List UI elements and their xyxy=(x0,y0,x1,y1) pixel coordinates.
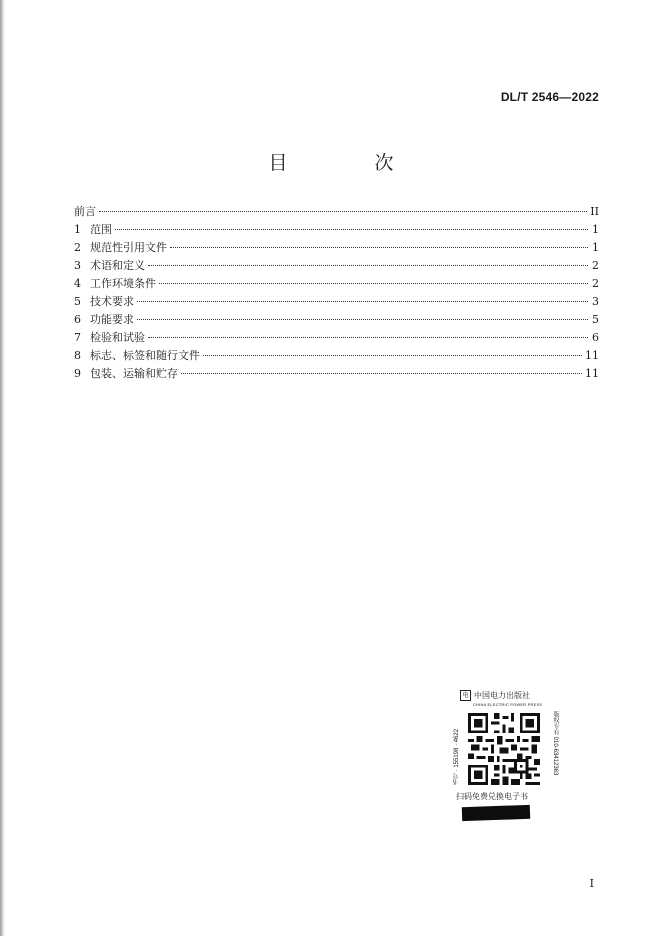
toc-entry-page: 5 xyxy=(592,313,599,326)
toc-entry-number: 3 xyxy=(74,259,81,272)
hotline-side-text: 版权专有 010-63412363 xyxy=(552,711,558,776)
publisher-logo-icon: 电 xyxy=(460,690,471,701)
toc-entry-number: 6 xyxy=(74,313,81,326)
toc-entry-page: 1 xyxy=(592,241,599,254)
toc-leader-dots xyxy=(115,228,588,230)
toc-entry-title: 范围 xyxy=(90,223,112,236)
toc-entry[interactable] xyxy=(74,347,599,365)
qr-sticker xyxy=(454,690,558,820)
toc-entry-title: 检验和试验 xyxy=(90,331,145,344)
toc-entry[interactable] xyxy=(74,257,599,275)
toc-entry-title: 包装、运输和贮存 xyxy=(90,367,178,380)
page-title: 目 次 xyxy=(268,152,428,174)
publisher-name-en: CHINA ELECTRIC POWER PRESS xyxy=(473,702,543,707)
toc-leader-dots xyxy=(170,246,588,248)
table-of-contents xyxy=(74,203,599,383)
toc-entry-page: 11 xyxy=(585,349,599,362)
toc-entry[interactable] xyxy=(74,293,599,311)
toc-entry-title: 标志、标签和随行文件 xyxy=(90,349,200,362)
toc-entry-page: 6 xyxy=(592,331,599,344)
redaction-bar xyxy=(462,805,530,821)
toc-entry[interactable] xyxy=(74,203,599,221)
toc-entry-page: 1 xyxy=(592,223,599,236)
qr-area xyxy=(454,711,558,789)
toc-entry-page: 2 xyxy=(592,277,599,290)
toc-entry-title: 术语和定义 xyxy=(90,259,145,272)
toc-entry-number: 4 xyxy=(74,277,81,290)
toc-entry-title: 功能要求 xyxy=(90,313,134,326)
toc-entry-number: 1 xyxy=(74,223,81,236)
publisher-name: 中国电力出版社 xyxy=(474,691,530,700)
isbn-side-text: 书号 · 155198 · 4622 xyxy=(454,728,460,785)
toc-entry-title: 前言 xyxy=(74,205,96,218)
toc-entry-number: 5 xyxy=(74,295,81,308)
toc-leader-dots xyxy=(148,264,588,266)
toc-leader-dots xyxy=(137,300,588,302)
toc-leader-dots xyxy=(99,210,587,212)
toc-entry-number: 8 xyxy=(74,349,81,362)
toc-entry-title: 规范性引用文件 xyxy=(90,241,167,254)
toc-entry-number: 9 xyxy=(74,367,81,380)
toc-entry-title: 技术要求 xyxy=(90,295,134,308)
standard-code: DL/T 2546—2022 xyxy=(500,90,599,104)
toc-entry[interactable] xyxy=(74,239,599,257)
toc-leader-dots xyxy=(203,354,582,356)
toc-leader-dots xyxy=(181,372,582,374)
toc-entry[interactable] xyxy=(74,329,599,347)
toc-leader-dots xyxy=(148,336,588,338)
qr-caption: 扫码免费兑换电子书 xyxy=(456,792,528,801)
toc-entry[interactable] xyxy=(74,365,599,383)
toc-entry-page: 11 xyxy=(585,367,599,380)
toc-leader-dots xyxy=(159,282,588,284)
toc-entry-page: II xyxy=(590,205,599,218)
publisher-banner xyxy=(460,690,552,701)
scan-edge-shadow xyxy=(0,0,5,936)
toc-entry-title: 工作环境条件 xyxy=(90,277,156,290)
qr-code-icon[interactable] xyxy=(468,713,540,785)
toc-entry-number: 2 xyxy=(74,241,81,254)
toc-entry-number: 7 xyxy=(74,331,81,344)
toc-entry[interactable] xyxy=(74,221,599,239)
toc-entry-page: 2 xyxy=(592,259,599,272)
toc-leader-dots xyxy=(137,318,588,320)
toc-entry-page: 3 xyxy=(592,295,599,308)
toc-entry[interactable] xyxy=(74,311,599,329)
toc-entry[interactable] xyxy=(74,275,599,293)
page-number: I xyxy=(589,877,594,890)
